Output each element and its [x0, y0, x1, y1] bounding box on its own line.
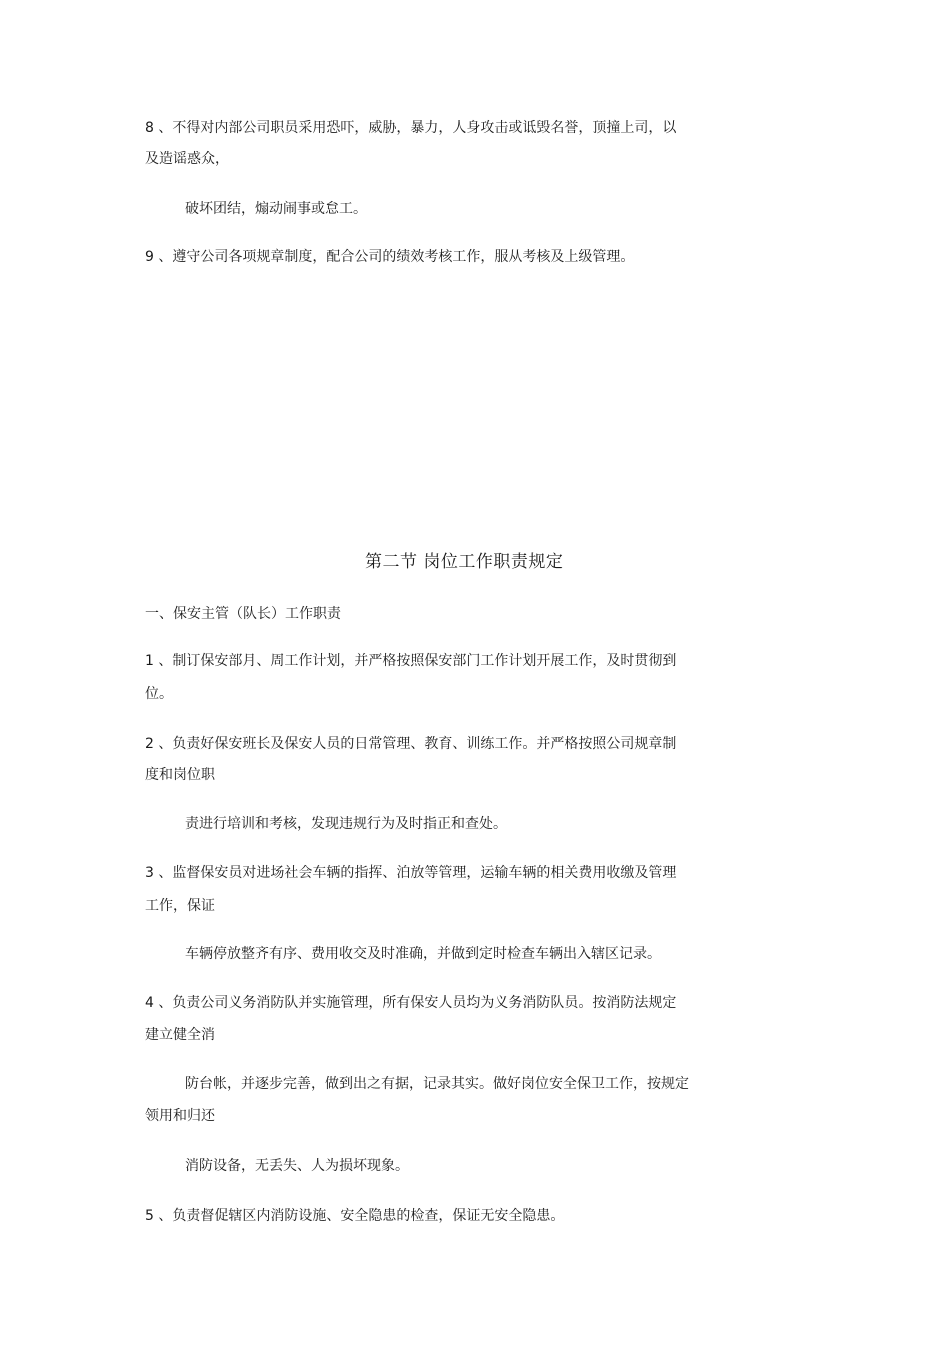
item-3-continuation: 车辆停放整齐有序、费用收交及时准确，并做到定时检查车辆出入辖区记录。 [185, 946, 661, 962]
section-title: 第二节 岗位工作职责规定 [365, 552, 564, 572]
item-2-line-2: 度和岗位职 [145, 767, 215, 783]
item-5-line-1: 5 、负责督促辖区内消防设施、安全隐患的检查，保证无安全隐患。 [145, 1208, 565, 1224]
item-8-continuation: 破坏团结，煽动闹事或怠工。 [185, 201, 367, 217]
item-3-line-2: 工作，保证 [145, 898, 215, 914]
item-3-line-1: 3 、监督保安员对进场社会车辆的指挥、泊放等管理，运输车辆的相关费用收缴及管理 [145, 865, 677, 881]
item-4-line-1: 4 、负责公司义务消防队并实施管理，所有保安人员均为义务消防队员。按消防法规定 [145, 995, 677, 1011]
item-4-line-2: 建立健全消 [145, 1027, 215, 1043]
subsection-heading: 一、保安主管（队长）工作职责 [145, 606, 341, 622]
item-8-line-1: 8 、不得对内部公司职员采用恐吓，威胁，暴力，人身攻击或诋毁名誉，顶撞上司，以 [145, 120, 677, 136]
item-4-continuation-2: 消防设备，无丢失、人为损坏现象。 [185, 1158, 409, 1174]
item-2-continuation: 责进行培训和考核，发现违规行为及时指正和查处。 [185, 816, 507, 832]
item-1-line-2: 位。 [145, 686, 173, 702]
item-2-line-1: 2 、负责好保安班长及保安人员的日常管理、教育、训练工作。并严格按照公司规章制 [145, 736, 677, 752]
item-1-line-1: 1 、制订保安部月、周工作计划，并严格按照保安部门工作计划开展工作，及时贯彻到 [145, 653, 677, 669]
item-9-line-1: 9 、遵守公司各项规章制度，配合公司的绩效考核工作，服从考核及上级管理。 [145, 249, 635, 265]
item-4-continuation: 防台帐，并逐步完善，做到出之有据，记录其实。做好岗位安全保卫工作，按规定 [185, 1076, 689, 1092]
item-8-line-2: 及造谣惑众， [145, 151, 229, 167]
item-4-continuation-line-2: 领用和归还 [145, 1108, 215, 1124]
